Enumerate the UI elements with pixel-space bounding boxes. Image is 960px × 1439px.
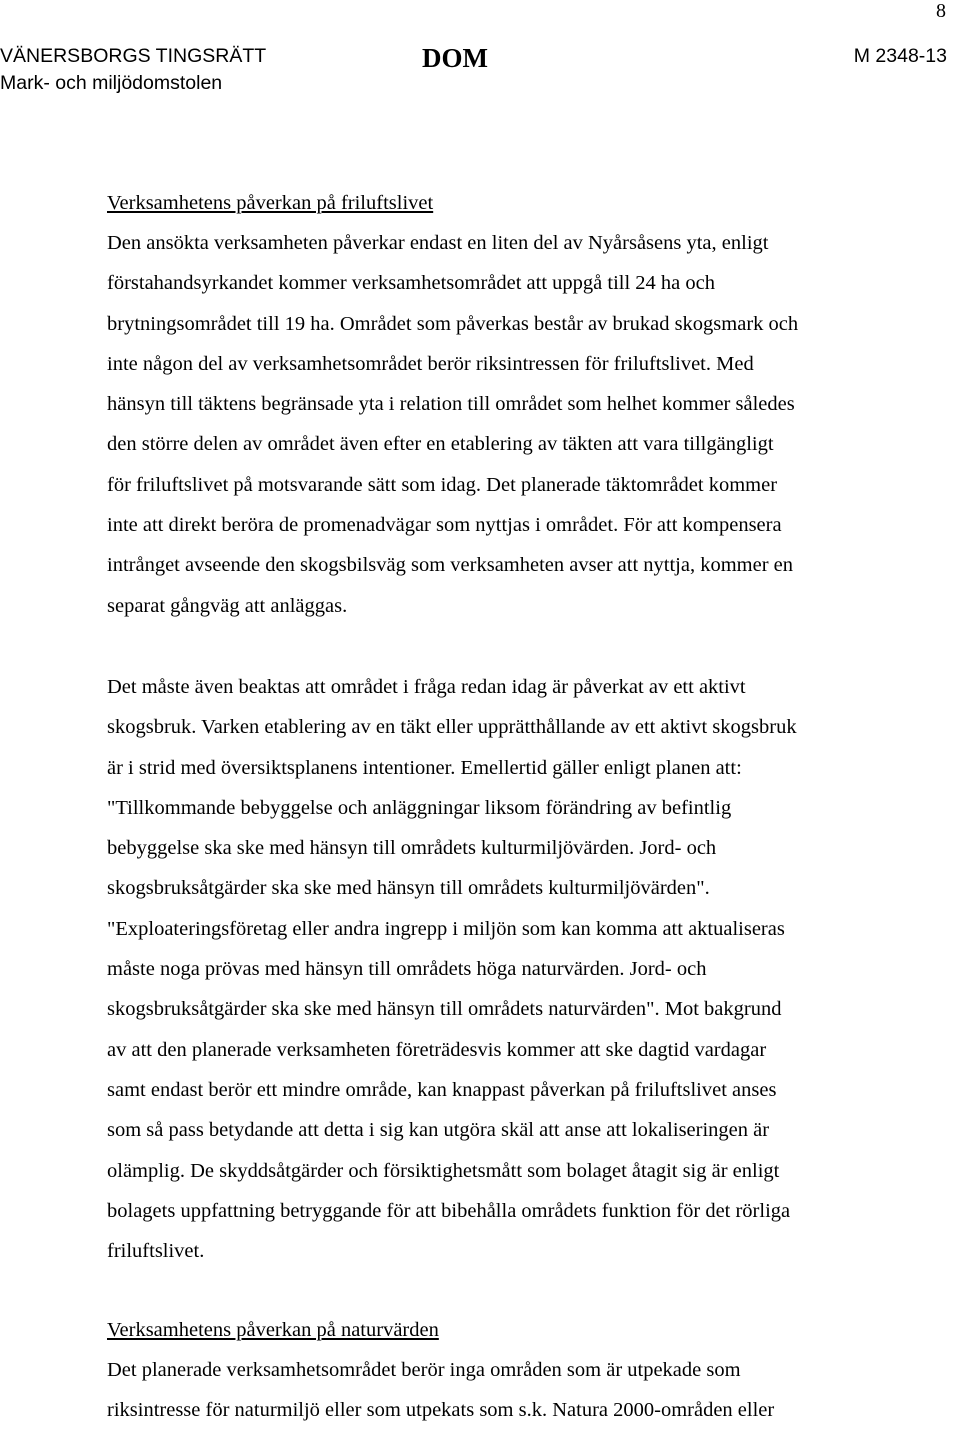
text-line: intrånget avseende den skogsbilsväg som verksamheten avser att nyttja, kommer en	[107, 554, 793, 577]
text-line: samt endast berör ett mindre område, kan knappast påverkan på friluftslivet anses	[107, 1078, 777, 1101]
text-line: förstahandsyrkandet kommer verksamhetsområdet att uppgå till 24 ha och	[107, 272, 715, 295]
text-line: skogsbruk. Varken etablering av en täkt eller upprätthållande av ett aktivt skogsbruk	[107, 716, 797, 739]
document-type: DOM	[422, 43, 488, 73]
section-heading: Verksamhetens påverkan på friluftslivet	[107, 192, 434, 214]
text-line: måste noga prövas med hänsyn till områdets höga naturvärden. Jord- och	[107, 958, 707, 981]
case-number: M 2348-13	[853, 45, 947, 67]
text-line: är i strid med översiktsplanens intentioner. Emellertid gäller enligt planen att:	[107, 756, 742, 779]
text-line: inte någon del av verksamhetsområdet berör riksintressen för friluftslivet. Med	[107, 352, 754, 375]
paragraph	[107, 1358, 907, 1439]
text-line: den större delen av området även efter en etablering av täkten att vara tillgängligt	[107, 433, 774, 456]
text-line: som så pass betydande att detta i sig kan utgöra skäl att anse att lokaliseringen är	[107, 1119, 770, 1142]
text-line: Den ansökta verksamheten påverkar endast en liten del av Nyårsåsens yta, enligt	[107, 232, 769, 254]
section-heading: Verksamhetens påverkan på naturvärden	[107, 1319, 439, 1341]
paragraph	[107, 231, 907, 634]
text-line: riksintresse för naturmiljö eller som utpekats som s.k. Natura 2000-områden eller	[107, 1399, 775, 1422]
page-number: 8	[936, 0, 946, 22]
text-line: för friluftslivet på motsvarande sätt som idag. Det planerade täktområdet kommer	[107, 473, 778, 496]
text-line: brytningsområdet till 19 ha. Området som påverkas består av brukad skogsmark och	[107, 312, 799, 335]
court-department: Mark- och miljödomstolen	[0, 72, 223, 94]
text-line: inte att direkt beröra de promenadvägar som nyttjas i området. För att kompensera	[107, 514, 782, 537]
text-line: skogsbruksåtgärder ska ske med hänsyn till områdets kulturmiljövärden".	[107, 877, 710, 900]
text-line: Det planerade verksamhetsområdet berör inga områden som är utpekade som	[107, 1359, 741, 1381]
text-line: olämplig. De skyddsåtgärder och försiktighetsmått som bolaget åtagit sig är enligt	[107, 1159, 780, 1182]
text-line: bolagets uppfattning betryggande för att bibehålla områdets funktion för det rörliga	[107, 1199, 791, 1222]
text-line: "Tillkommande bebyggelse och anläggningar liksom förändring av befintlig	[107, 796, 732, 819]
text-line: hänsyn till täktens begränsade yta i relation till området som helhet kommer således	[107, 393, 795, 416]
text-line: friluftslivet.	[107, 1240, 205, 1263]
paragraph	[107, 675, 907, 1279]
text-line: bebyggelse ska ske med hänsyn till områdets kulturmiljövärden. Jord- och	[107, 837, 717, 860]
text-line: separat gångväg att anläggas.	[107, 594, 348, 617]
text-line: Det måste även beaktas att området i fråga redan idag är påverkat av ett aktivt	[107, 676, 746, 698]
text-line: av att den planerade verksamheten företrädesvis kommer att ske dagtid vardagar	[107, 1038, 767, 1061]
text-line: "Exploateringsföretag eller andra ingrepp i miljön som kan komma att aktualiseras	[107, 917, 785, 940]
text-line: skogsbruksåtgärder ska ske med hänsyn till områdets naturvärden". Mot bakgrund	[107, 998, 782, 1021]
court-name: VÄNERSBORGS TINGSRÄTT	[0, 45, 267, 67]
